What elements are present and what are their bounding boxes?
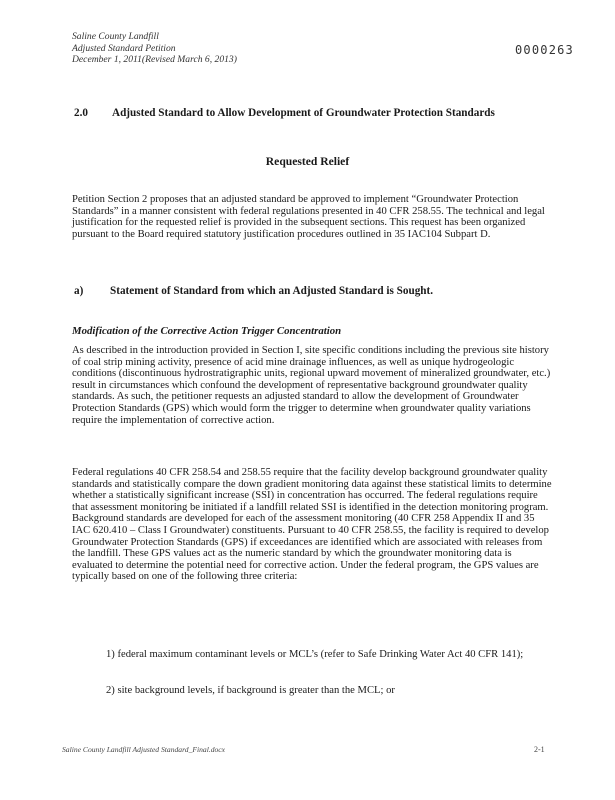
subsection-title: Statement of Standard from which an Adjusted Standard is Sought. xyxy=(110,285,434,297)
header-line-2: Adjusted Standard Petition xyxy=(72,42,176,54)
section-number: 2.0 xyxy=(74,107,88,119)
document-header xyxy=(72,31,237,66)
page-number: 2-1 xyxy=(534,745,545,754)
modification-paragraph-1: As described in the introduction provided in Section I, site specific conditions including the previous site history of coal strip mining activity, presence of acid mine drainage influences, as well as unique hydrogeologic conditions (discontinuous hydrostratigraphic units, regional upward movement of mineralized groundwater, etc.) result in circumstances which confound the development of representative background groundwater quality standards. As such, the petitioner requests an adjusted standard to allow the development of Groundwater Protection Standards (GPS) which would form the trigger to determine when groundwater quality variations require the implementation of corrective action. xyxy=(72,345,551,426)
modification-paragraph-2: Federal regulations 40 CFR 258.54 and 258.55 require that the facility develop background groundwater quality standards and statistically compare the down gradient monitoring data against these statistical limits to determine whether a statistically significant increase (SSI) in concentration has occurred. The federal regulations require that assessment monitoring be initiated if a landfill related SSI is identified in the detection monitoring program. Background standards are developed for each of the assessment monitoring (40 CFR 258 Appendix II and 35 IAC 620.410 – Class I Groundwater) constituents. Pursuant to 40 CFR 258.55, the facility is required to develop Groundwater Protection Standards (GPS) if exceedances are identified which are associated with releases from the landfill. These GPS values act as the numeric standard by which the groundwater monitoring data is evaluated to determine the potential need for corrective action. Under the federal program, the GPS values are typically based on one of the following three criteria: xyxy=(72,467,552,583)
header-line-1: Saline County Landfill xyxy=(72,31,159,42)
section-title: Adjusted Standard to Allow Development of Groundwater Protection Standards xyxy=(112,107,495,119)
subsection-label: a) xyxy=(74,285,84,297)
criteria-item-1: 1) federal maximum contaminant levels or MCL’s (refer to Safe Drinking Water Act 40 CFR 141); xyxy=(106,649,524,660)
header-line-3: December 1, 2011(Revised March 6, 2013) xyxy=(72,54,237,65)
requested-relief-paragraph: Petition Section 2 proposes that an adjusted standard be approved to implement “Groundwater Protection Standards” in a manner consistent with federal regulations presented in 40 CFR 258.55. The technical and legal justification for the requested relief is provided in the subsequent sections. This request has been organized pursuant to the Board required statutory justification procedures outlined in 35 IAC104 Subpart D. xyxy=(72,194,545,240)
modification-heading: Modification of the Corrective Action Trigger Concentration xyxy=(72,325,342,337)
requested-relief-title: Requested Relief xyxy=(265,155,350,168)
footer-filename: Saline County Landfill Adjusted Standard_Final.docx xyxy=(62,745,226,754)
document-number-stamp: 0000263 xyxy=(515,43,574,57)
criteria-item-2: 2) site background levels, if background is greater than the MCL; or xyxy=(106,685,395,696)
